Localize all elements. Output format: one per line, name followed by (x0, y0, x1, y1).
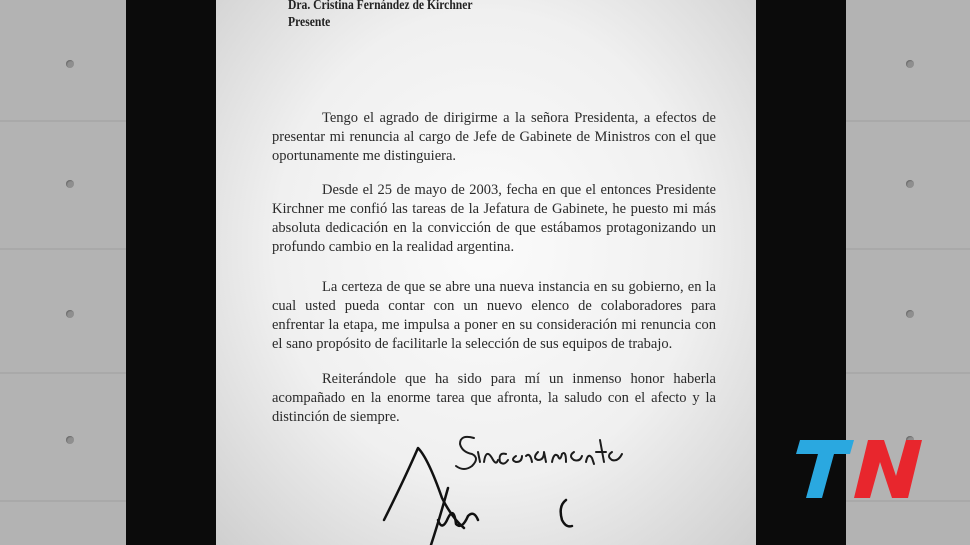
letter-paragraph-2: Desde el 25 de mayo de 2003, fecha en que el entonces Presidente Kirchner me confió las tareas de la Jefatura de Gabinete, he puesto mi más absoluta dedicación en la convicción de que estábamos protagonizando un profundo cambio en la realidad argentina. (272, 182, 716, 255)
letter-paragraph-3: La certeza de que se abre una nueva instancia en su gobierno, en la cual usted pueda contar con un nuevo elenco de colaboradores para enfrentar la etapa, me impulsa a poner en su consideración mi renuncia con el sano propósito de facilitarle la selección de sus equipos de trabajo. (272, 279, 716, 352)
letter-page (216, 0, 756, 545)
tn-channel-logo (792, 432, 924, 502)
addressee-block (288, 0, 473, 30)
signature-scribble (384, 448, 572, 545)
black-border-left (126, 0, 216, 545)
handwritten-sinceramente (456, 437, 622, 469)
letter-paragraph-1: Tengo el agrado de dirigirme a la señora Presidenta, a efectos de presentar mi renuncia al cargo de Jefe de Gabinete de Ministros con el que oportunamente me distinguiera. (272, 110, 716, 164)
addressee-name: Dra. Cristina Fernández de Kirchner (288, 0, 473, 12)
addressee-presente: Presente (288, 14, 331, 29)
handwritten-closing-and-signature (216, 0, 756, 545)
concrete-wall-left (0, 0, 126, 545)
letter-paragraph-4: Reiterándole que ha sido para mí un inmenso honor haberla acompañado en la enorme tarea que afronta, la saludo con el afecto y la distinción de siempre. (272, 371, 716, 425)
